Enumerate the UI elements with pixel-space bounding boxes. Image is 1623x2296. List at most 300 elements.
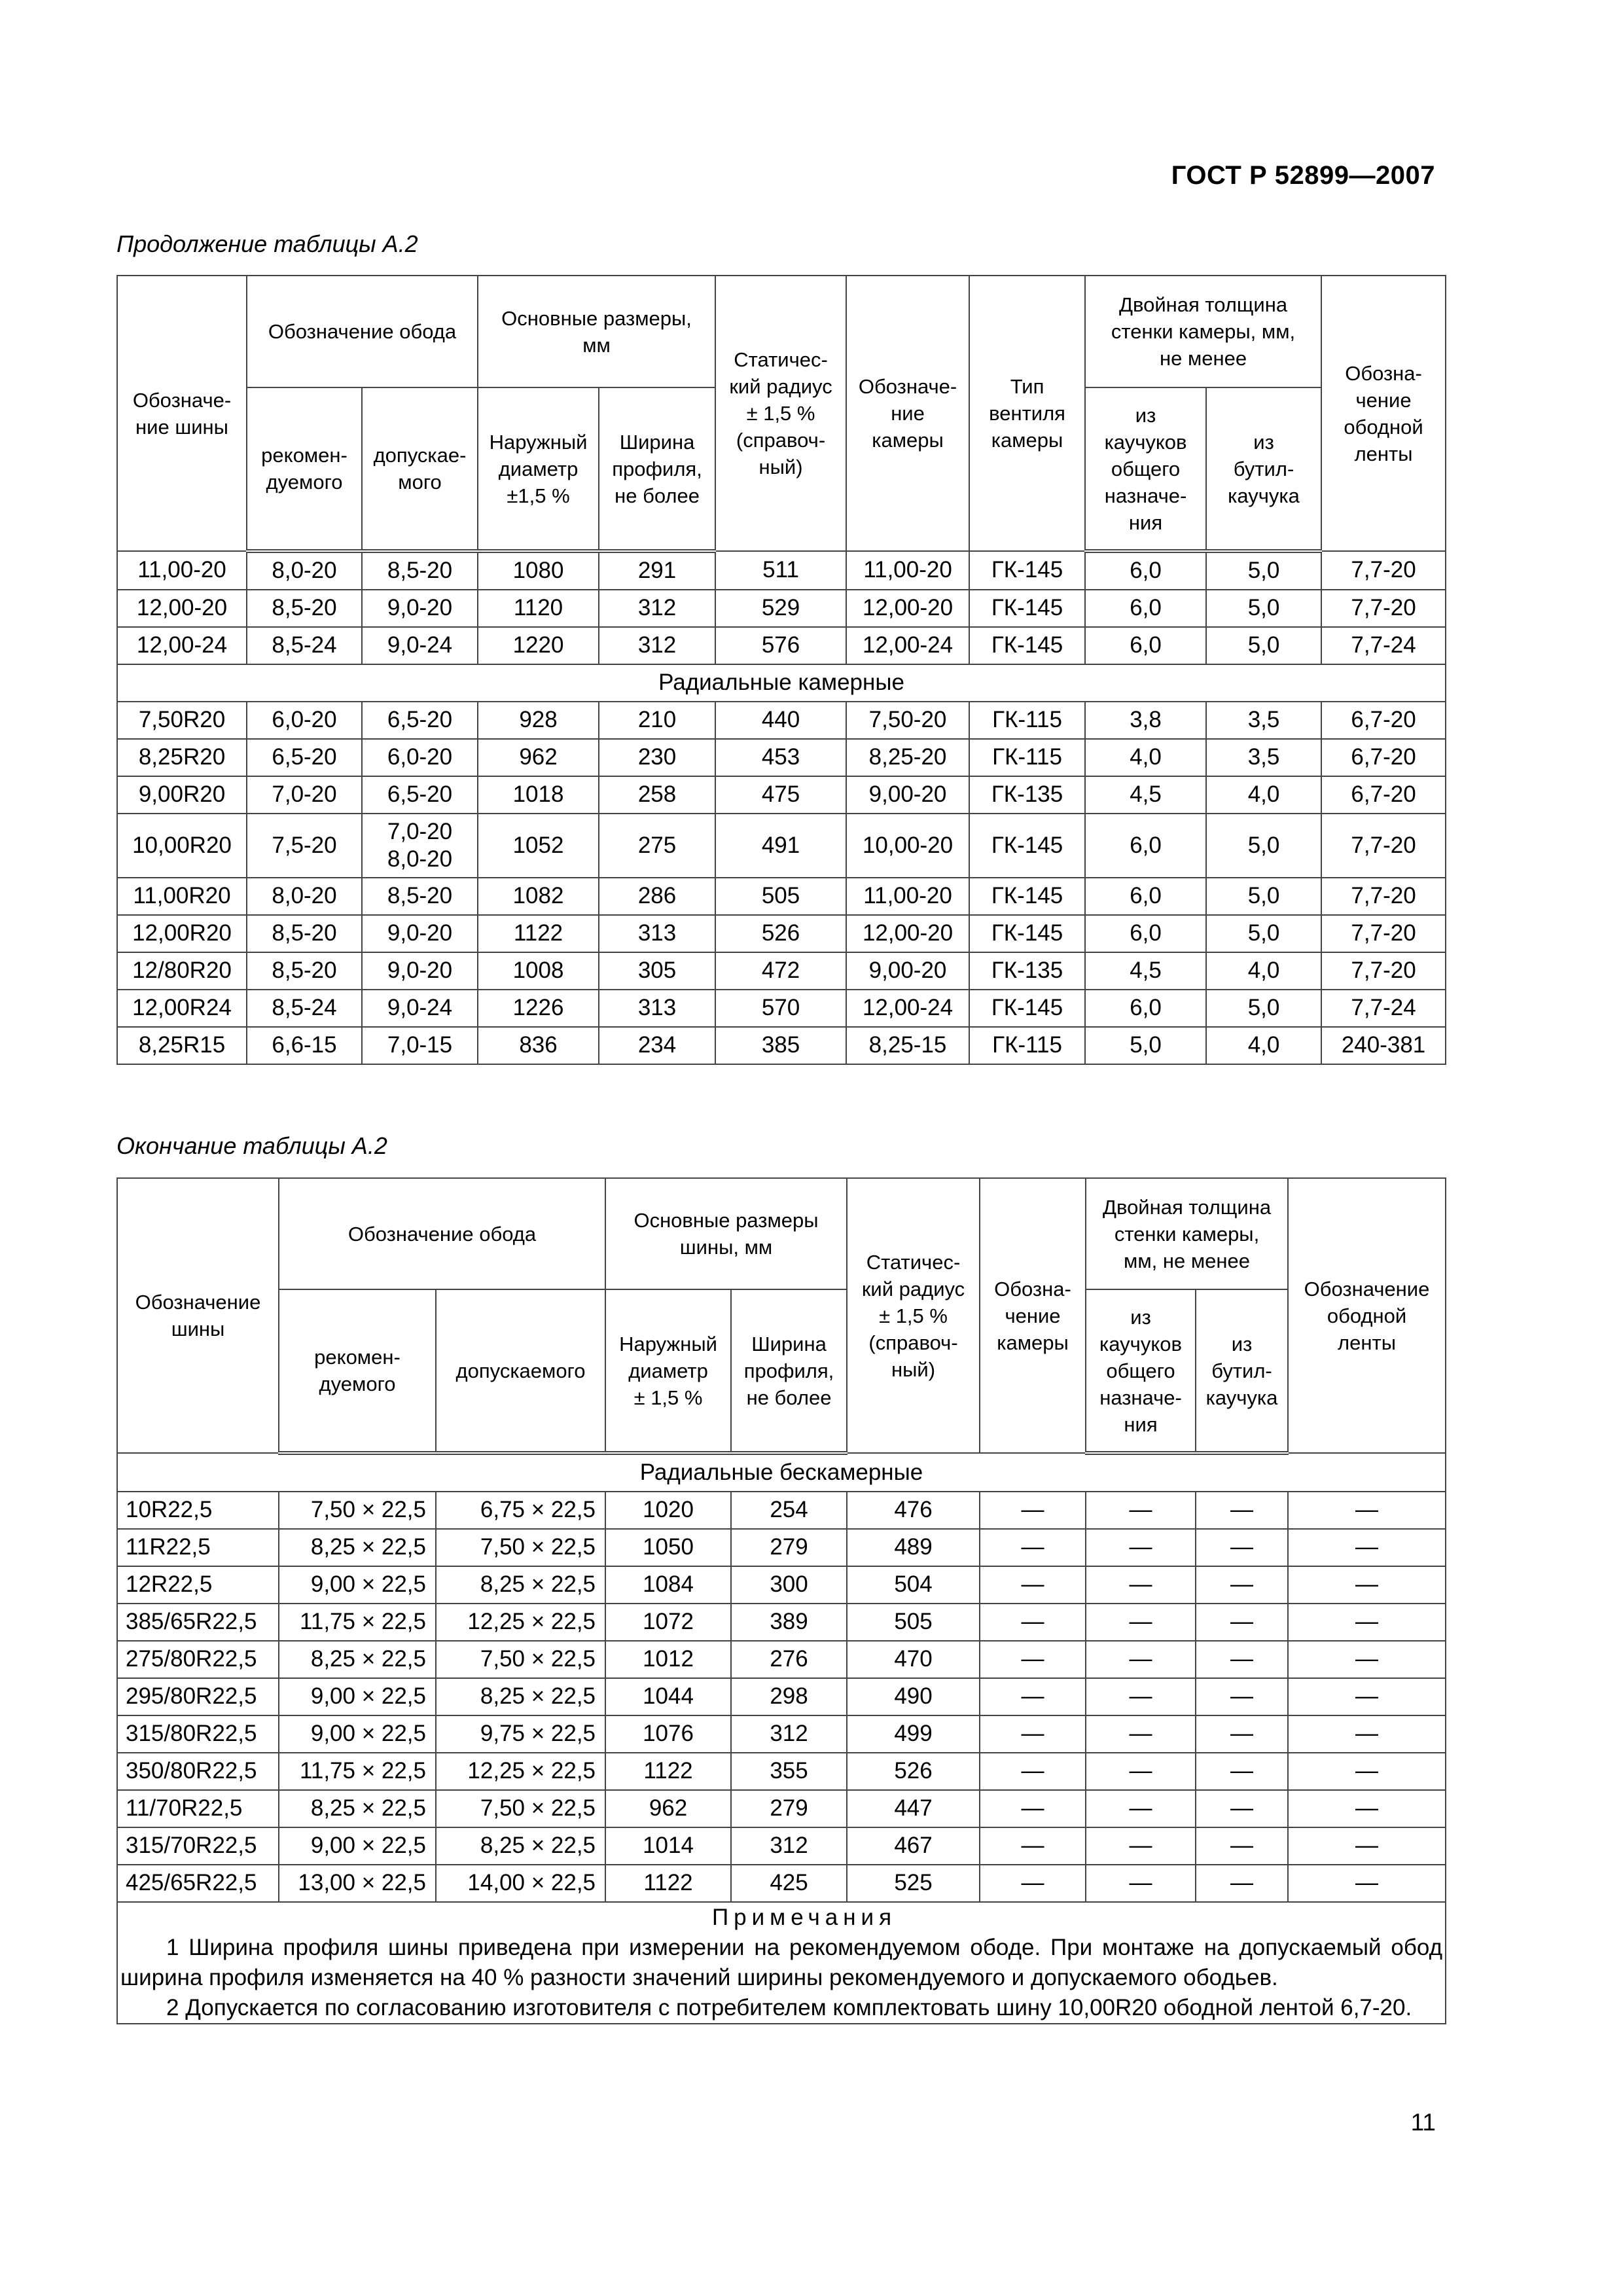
table-cell: 6,5-20 — [362, 776, 478, 814]
table-cell: 9,0-24 — [362, 990, 478, 1027]
table-cell: 491 — [715, 814, 846, 878]
table-cell: 8,5-20 — [362, 878, 478, 915]
table-cell: 11,00R20 — [117, 878, 247, 915]
table-row — [117, 1604, 1446, 1641]
table-cell: — — [980, 1492, 1086, 1529]
table-cell: 1072 — [605, 1604, 731, 1641]
header-rim: Обозначение обода — [247, 276, 478, 387]
table-row — [117, 1566, 1446, 1604]
table-cell: 8,5-20 — [247, 952, 362, 990]
header-valve: Тип вентиля камеры — [969, 276, 1085, 551]
table-cell: — — [1086, 1827, 1196, 1865]
table-cell: 1082 — [478, 878, 599, 915]
table-cell: — — [1086, 1790, 1196, 1827]
table-cell: — — [1196, 1753, 1288, 1790]
header-wall-general: из каучуков общего назначе- ния — [1085, 387, 1206, 551]
header-tire: Обозначе- ние шины — [117, 276, 247, 551]
table-cell: 312 — [731, 1715, 847, 1753]
table-cell: ГК-145 — [969, 590, 1085, 627]
table-cell: 1122 — [478, 915, 599, 952]
t2-header-rim: Обозначение обода — [279, 1178, 605, 1289]
table-cell: 8,25-20 — [846, 739, 969, 776]
table-cell: 6,7-20 — [1321, 739, 1446, 776]
t2-header-tire: Обозначение шины — [117, 1178, 279, 1453]
table-cell: ГК-135 — [969, 952, 1085, 990]
table-cell: — — [1288, 1715, 1446, 1753]
table-cell: — — [1288, 1641, 1446, 1678]
table-cell: 8,5-24 — [247, 990, 362, 1027]
table-cell: 13,00 × 22,5 — [279, 1865, 436, 1902]
table1 — [116, 275, 1446, 1065]
header-tube: Обозначе- ние камеры — [846, 276, 969, 551]
table-cell: 355 — [731, 1753, 847, 1790]
table-cell: 10R22,5 — [117, 1492, 279, 1529]
table-cell: 962 — [478, 739, 599, 776]
table-cell: 8,5-20 — [247, 590, 362, 627]
table-cell: 11,00-20 — [846, 878, 969, 915]
table-cell: 313 — [599, 990, 715, 1027]
table-cell: 291 — [599, 551, 715, 590]
table-cell: — — [1196, 1865, 1288, 1902]
header-main-sizes: Основные размеры, мм — [478, 276, 715, 387]
table-cell: 350/80R22,5 — [117, 1753, 279, 1790]
table-cell: 9,00 × 22,5 — [279, 1566, 436, 1604]
table-cell: — — [1288, 1678, 1446, 1715]
table-cell: — — [1288, 1492, 1446, 1529]
table-cell: 1020 — [605, 1492, 731, 1529]
table-cell: 1120 — [478, 590, 599, 627]
table-cell: — — [980, 1641, 1086, 1678]
table-cell: 8,5-20 — [362, 551, 478, 590]
table-cell: — — [1288, 1865, 1446, 1902]
table-cell: 279 — [731, 1529, 847, 1566]
table-cell: 12,00R24 — [117, 990, 247, 1027]
table-cell: 7,50 × 22,5 — [436, 1529, 605, 1566]
header-flap: Обозна- чение ободной ленты — [1321, 276, 1446, 551]
table-cell: ГК-145 — [969, 990, 1085, 1027]
table-cell: — — [1086, 1529, 1196, 1566]
table-cell: 505 — [715, 878, 846, 915]
t2-header-outer-diameter: Наружный диаметр ± 1,5 % — [605, 1289, 731, 1453]
t2-header-wall-butyl: из бутил- каучука — [1196, 1289, 1288, 1453]
table-cell: 8,0-20 — [247, 878, 362, 915]
table-row — [117, 1827, 1446, 1865]
table-cell: 279 — [731, 1790, 847, 1827]
table-cell: 425 — [731, 1865, 847, 1902]
table-cell: 385/65R22,5 — [117, 1604, 279, 1641]
table-cell: — — [1086, 1715, 1196, 1753]
header-outer-diameter: Наружный диаметр ±1,5 % — [478, 387, 599, 551]
table-cell: — — [980, 1529, 1086, 1566]
table-row — [117, 590, 1446, 627]
table-cell: 6,7-20 — [1321, 702, 1446, 739]
notes-title: Примечания — [711, 1905, 897, 1930]
table-cell: 3,8 — [1085, 702, 1206, 739]
table-cell: 11,75 × 22,5 — [279, 1604, 436, 1641]
table-cell: 836 — [478, 1027, 599, 1064]
table-cell: 467 — [847, 1827, 980, 1865]
table-cell: 490 — [847, 1678, 980, 1715]
table-cell: 8,25 × 22,5 — [279, 1641, 436, 1678]
table-cell: 6,0 — [1085, 627, 1206, 664]
t2-header-wall-general: из каучуков общего назначе- ния — [1086, 1289, 1196, 1453]
table-cell: — — [1288, 1827, 1446, 1865]
table-cell: 312 — [731, 1827, 847, 1865]
table-cell: 7,7-24 — [1321, 990, 1446, 1027]
table-row — [117, 1865, 1446, 1902]
table-cell: 5,0 — [1206, 990, 1321, 1027]
table-cell: 4,0 — [1085, 739, 1206, 776]
table-cell: 295/80R22,5 — [117, 1678, 279, 1715]
table-cell: 1220 — [478, 627, 599, 664]
table-row — [117, 915, 1446, 952]
table-cell: 210 — [599, 702, 715, 739]
table-cell: — — [1196, 1790, 1288, 1827]
table-cell: — — [980, 1827, 1086, 1865]
table-cell: — — [1086, 1566, 1196, 1604]
table-cell: 11,00-20 — [117, 551, 247, 590]
table-cell: 5,0 — [1206, 814, 1321, 878]
table-cell: 11R22,5 — [117, 1529, 279, 1566]
table-cell: 12/80R20 — [117, 952, 247, 990]
t2-header-main-sizes: Основные размеры шины, мм — [605, 1178, 847, 1289]
table-cell: 1014 — [605, 1827, 731, 1865]
table-cell: 7,0-20 8,0-20 — [362, 814, 478, 878]
table-cell: 1080 — [478, 551, 599, 590]
table-cell: 7,7-20 — [1321, 915, 1446, 952]
table-cell: 8,5-24 — [247, 627, 362, 664]
table-cell: 9,00-20 — [846, 776, 969, 814]
table-cell: 11,00-20 — [846, 551, 969, 590]
table-cell: 275/80R22,5 — [117, 1641, 279, 1678]
table-cell: — — [980, 1865, 1086, 1902]
table-cell: 7,50 × 22,5 — [436, 1641, 605, 1678]
table-cell: 7,7-20 — [1321, 590, 1446, 627]
table-cell: 4,0 — [1206, 1027, 1321, 1064]
table-cell: 9,0-20 — [362, 915, 478, 952]
table-cell: 526 — [715, 915, 846, 952]
header-rim-allowed: допускае- мого — [362, 387, 478, 551]
table-cell: 9,0-20 — [362, 952, 478, 990]
document-code: ГОСТ Р 52899—2007 — [1171, 161, 1435, 190]
header-static-radius: Статичес- кий радиус ± 1,5 % (справоч- ный) — [715, 276, 846, 551]
table-cell: 7,7-20 — [1321, 551, 1446, 590]
header-wall-thickness: Двойная толщина стенки камеры, мм, не менее — [1085, 276, 1321, 387]
table-cell: 470 — [847, 1641, 980, 1678]
table-cell: 4,0 — [1206, 776, 1321, 814]
table-cell: 10,00-20 — [846, 814, 969, 878]
table-cell: 9,00-20 — [846, 952, 969, 990]
table-cell: 9,00R20 — [117, 776, 247, 814]
table-cell: 7,7-20 — [1321, 952, 1446, 990]
page-number: 11 — [1410, 2109, 1436, 2136]
table-cell: ГК-145 — [969, 814, 1085, 878]
table-cell: — — [1196, 1492, 1288, 1529]
table-row — [117, 1641, 1446, 1678]
t2-header-static-radius: Статичес- кий радиус ± 1,5 % (справоч- ный) — [847, 1178, 980, 1453]
table-row — [117, 1492, 1446, 1529]
table-cell: 6,0 — [1085, 990, 1206, 1027]
table-cell: 489 — [847, 1529, 980, 1566]
table-cell: 6,0 — [1085, 878, 1206, 915]
header-profile-width: Ширина профиля, не более — [599, 387, 715, 551]
table-cell: 6,0-20 — [362, 739, 478, 776]
table-cell: 315/80R22,5 — [117, 1715, 279, 1753]
table-cell: 230 — [599, 739, 715, 776]
table-cell: 12,00-24 — [846, 627, 969, 664]
table-row — [117, 776, 1446, 814]
table-cell: — — [980, 1715, 1086, 1753]
table-cell: — — [1288, 1604, 1446, 1641]
table-cell: 6,0-20 — [247, 702, 362, 739]
table-cell: 1018 — [478, 776, 599, 814]
table-cell: 12,25 × 22,5 — [436, 1604, 605, 1641]
table-cell: 525 — [847, 1865, 980, 1902]
note-2: 2 Допускается по согласованию изготовителя с потребителем комплектовать шину 10,00R20 ободной лентой 6,7-20. — [166, 1995, 1412, 2020]
table-cell: 476 — [847, 1492, 980, 1529]
table-cell: — — [980, 1753, 1086, 1790]
table-cell: 440 — [715, 702, 846, 739]
table-cell: 12R22,5 — [117, 1566, 279, 1604]
table-row — [117, 627, 1446, 664]
table-cell: 1044 — [605, 1678, 731, 1715]
table-cell: 8,25 × 22,5 — [279, 1790, 436, 1827]
table-cell: 1008 — [478, 952, 599, 990]
table-cell: — — [1288, 1566, 1446, 1604]
table-cell: 8,25 × 22,5 — [436, 1678, 605, 1715]
table-row — [117, 1027, 1446, 1064]
table-cell: 7,50R20 — [117, 702, 247, 739]
table-cell: 962 — [605, 1790, 731, 1827]
table-cell: 7,0-20 — [247, 776, 362, 814]
table-cell: 1052 — [478, 814, 599, 878]
table-cell: 8,25R20 — [117, 739, 247, 776]
table-cell: 499 — [847, 1715, 980, 1753]
table-row — [117, 739, 1446, 776]
t2-header-rim-allowed: допускаемого — [436, 1289, 605, 1453]
table-cell: 312 — [599, 590, 715, 627]
table-cell: 5,0 — [1206, 915, 1321, 952]
table-cell: 7,7-20 — [1321, 878, 1446, 915]
header-rim-recommended: рекомен- дуемого — [247, 387, 362, 551]
table-cell: 254 — [731, 1492, 847, 1529]
table-cell: 12,00-20 — [846, 915, 969, 952]
table-row — [117, 1715, 1446, 1753]
table-cell: 315/70R22,5 — [117, 1827, 279, 1865]
table-cell: 7,7-24 — [1321, 627, 1446, 664]
table-cell: 9,00 × 22,5 — [279, 1715, 436, 1753]
table-cell: 12,00-20 — [117, 590, 247, 627]
table-cell: 576 — [715, 627, 846, 664]
t2-header-profile-width: Ширина профиля, не более — [731, 1289, 847, 1453]
table-cell: 8,25R15 — [117, 1027, 247, 1064]
table-cell: — — [1086, 1678, 1196, 1715]
table-cell: 1122 — [605, 1753, 731, 1790]
table-cell: 570 — [715, 990, 846, 1027]
table-cell: 6,0 — [1085, 551, 1206, 590]
table-cell: ГК-145 — [969, 915, 1085, 952]
table-row — [117, 814, 1446, 878]
table-cell: 258 — [599, 776, 715, 814]
table-cell: 305 — [599, 952, 715, 990]
table-cell: 8,0-20 — [247, 551, 362, 590]
table-cell: 300 — [731, 1566, 847, 1604]
table-cell: 1050 — [605, 1529, 731, 1566]
table-cell: ГК-135 — [969, 776, 1085, 814]
table-cell: 11/70R22,5 — [117, 1790, 279, 1827]
table-cell: 5,0 — [1085, 1027, 1206, 1064]
table-cell: 9,00 × 22,5 — [279, 1678, 436, 1715]
table-cell: — — [1196, 1827, 1288, 1865]
table-cell: 12,00R20 — [117, 915, 247, 952]
table-cell: — — [1196, 1641, 1288, 1678]
table-row — [117, 878, 1446, 915]
table-cell: 7,50 × 22,5 — [279, 1492, 436, 1529]
table-cell: — — [1086, 1641, 1196, 1678]
table-cell: 928 — [478, 702, 599, 739]
t2-header-wall-thickness: Двойная толщина стенки камеры, мм, не менее — [1086, 1178, 1288, 1289]
table-cell: 10,00R20 — [117, 814, 247, 878]
table-cell: 1076 — [605, 1715, 731, 1753]
table-cell: — — [980, 1678, 1086, 1715]
table-cell: ГК-145 — [969, 878, 1085, 915]
table-row — [117, 1753, 1446, 1790]
table-cell: 472 — [715, 952, 846, 990]
table-cell: 453 — [715, 739, 846, 776]
table-cell: ГК-115 — [969, 1027, 1085, 1064]
table-cell: — — [980, 1790, 1086, 1827]
table1-caption: Продолжение таблицы А.2 — [116, 230, 418, 257]
table-cell: 9,0-20 — [362, 590, 478, 627]
table-cell: 6,7-20 — [1321, 776, 1446, 814]
table-cell: — — [1086, 1604, 1196, 1641]
table-row — [117, 990, 1446, 1027]
table-cell: 425/65R22,5 — [117, 1865, 279, 1902]
table-cell: 11,75 × 22,5 — [279, 1753, 436, 1790]
table-cell: — — [1196, 1529, 1288, 1566]
notes — [117, 1902, 1446, 2024]
table-cell: 6,75 × 22,5 — [436, 1492, 605, 1529]
table-cell: 9,0-24 — [362, 627, 478, 664]
note-1: 1 Ширина профиля шины приведена при измерении на рекомендуемом ободе. При монтаже на допускаемый обод ширина профиля изменяется на 40 % разности значений ширины рекомендуемого и допускаемого ободьев. — [120, 1935, 1443, 1990]
table-cell: — — [1288, 1790, 1446, 1827]
table-cell: 8,25-15 — [846, 1027, 969, 1064]
table-cell: 504 — [847, 1566, 980, 1604]
table-cell: 298 — [731, 1678, 847, 1715]
table-cell: 526 — [847, 1753, 980, 1790]
table-cell: 312 — [599, 627, 715, 664]
section-radial-tubeless: Радиальные бескамерные — [117, 1453, 1446, 1492]
table-cell: — — [1196, 1566, 1288, 1604]
table-cell: 7,5-20 — [247, 814, 362, 878]
table-cell: 6,6-15 — [247, 1027, 362, 1064]
table-cell: 1226 — [478, 990, 599, 1027]
table-cell: — — [1196, 1678, 1288, 1715]
table-cell: 234 — [599, 1027, 715, 1064]
table-cell: 389 — [731, 1604, 847, 1641]
table-cell: 505 — [847, 1604, 980, 1641]
table-cell: 7,50 × 22,5 — [436, 1790, 605, 1827]
table-row — [117, 952, 1446, 990]
table-cell: 275 — [599, 814, 715, 878]
table-cell: ГК-145 — [969, 627, 1085, 664]
table-cell: 240-381 — [1321, 1027, 1446, 1064]
table-cell: 12,00-24 — [846, 990, 969, 1027]
t2-header-tube: Обозна- чение камеры — [980, 1178, 1086, 1453]
table-cell: 313 — [599, 915, 715, 952]
table-cell: 447 — [847, 1790, 980, 1827]
table-cell: 14,00 × 22,5 — [436, 1865, 605, 1902]
table-cell: 6,5-20 — [362, 702, 478, 739]
table-cell: ГК-115 — [969, 739, 1085, 776]
table-cell: 8,25 × 22,5 — [436, 1566, 605, 1604]
table-cell: 9,75 × 22,5 — [436, 1715, 605, 1753]
table-cell: 5,0 — [1206, 878, 1321, 915]
header-wall-butyl: из бутил- каучука — [1206, 387, 1321, 551]
table-cell: 3,5 — [1206, 739, 1321, 776]
table-cell: — — [1196, 1604, 1288, 1641]
table-cell: 475 — [715, 776, 846, 814]
table-cell: ГК-145 — [969, 551, 1085, 590]
table-cell: 8,25 × 22,5 — [279, 1529, 436, 1566]
table-cell: ГК-115 — [969, 702, 1085, 739]
table-cell: 385 — [715, 1027, 846, 1064]
section-radial-tube: Радиальные камерные — [117, 664, 1446, 702]
table-cell: 1012 — [605, 1641, 731, 1678]
table-cell: 3,5 — [1206, 702, 1321, 739]
table-cell: 4,0 — [1206, 952, 1321, 990]
table2 — [116, 1177, 1446, 2024]
table-cell: 5,0 — [1206, 551, 1321, 590]
table-cell: 7,0-15 — [362, 1027, 478, 1064]
table-cell: 1084 — [605, 1566, 731, 1604]
table-row — [117, 551, 1446, 590]
table-cell: 6,5-20 — [247, 739, 362, 776]
table-cell: — — [1196, 1715, 1288, 1753]
table-cell: 286 — [599, 878, 715, 915]
table-cell: 6,0 — [1085, 590, 1206, 627]
table-row — [117, 702, 1446, 739]
table-cell: — — [1288, 1529, 1446, 1566]
table-cell: — — [1086, 1753, 1196, 1790]
table-cell: 12,00-20 — [846, 590, 969, 627]
table2-caption: Окончание таблицы А.2 — [116, 1132, 387, 1159]
table-cell: — — [1086, 1865, 1196, 1902]
table-cell: 276 — [731, 1641, 847, 1678]
table-row — [117, 1678, 1446, 1715]
table-cell: 6,0 — [1085, 915, 1206, 952]
table-row — [117, 1790, 1446, 1827]
table-cell: — — [980, 1604, 1086, 1641]
table-cell: 511 — [715, 551, 846, 590]
table-cell: 9,00 × 22,5 — [279, 1827, 436, 1865]
table-cell: 5,0 — [1206, 627, 1321, 664]
table-cell: 4,5 — [1085, 952, 1206, 990]
table-cell: 7,50-20 — [846, 702, 969, 739]
table-cell: 12,25 × 22,5 — [436, 1753, 605, 1790]
table-cell: 529 — [715, 590, 846, 627]
table-cell: 8,25 × 22,5 — [436, 1827, 605, 1865]
table-cell: 5,0 — [1206, 590, 1321, 627]
table-cell: — — [1086, 1492, 1196, 1529]
table-row — [117, 1529, 1446, 1566]
t2-header-rim-recommended: рекомен- дуемого — [279, 1289, 436, 1453]
t2-header-flap: Обозначение ободной ленты — [1288, 1178, 1446, 1453]
table-cell: — — [980, 1566, 1086, 1604]
table-cell: 6,0 — [1085, 814, 1206, 878]
table-cell: 7,7-20 — [1321, 814, 1446, 878]
table-cell: 8,5-20 — [247, 915, 362, 952]
